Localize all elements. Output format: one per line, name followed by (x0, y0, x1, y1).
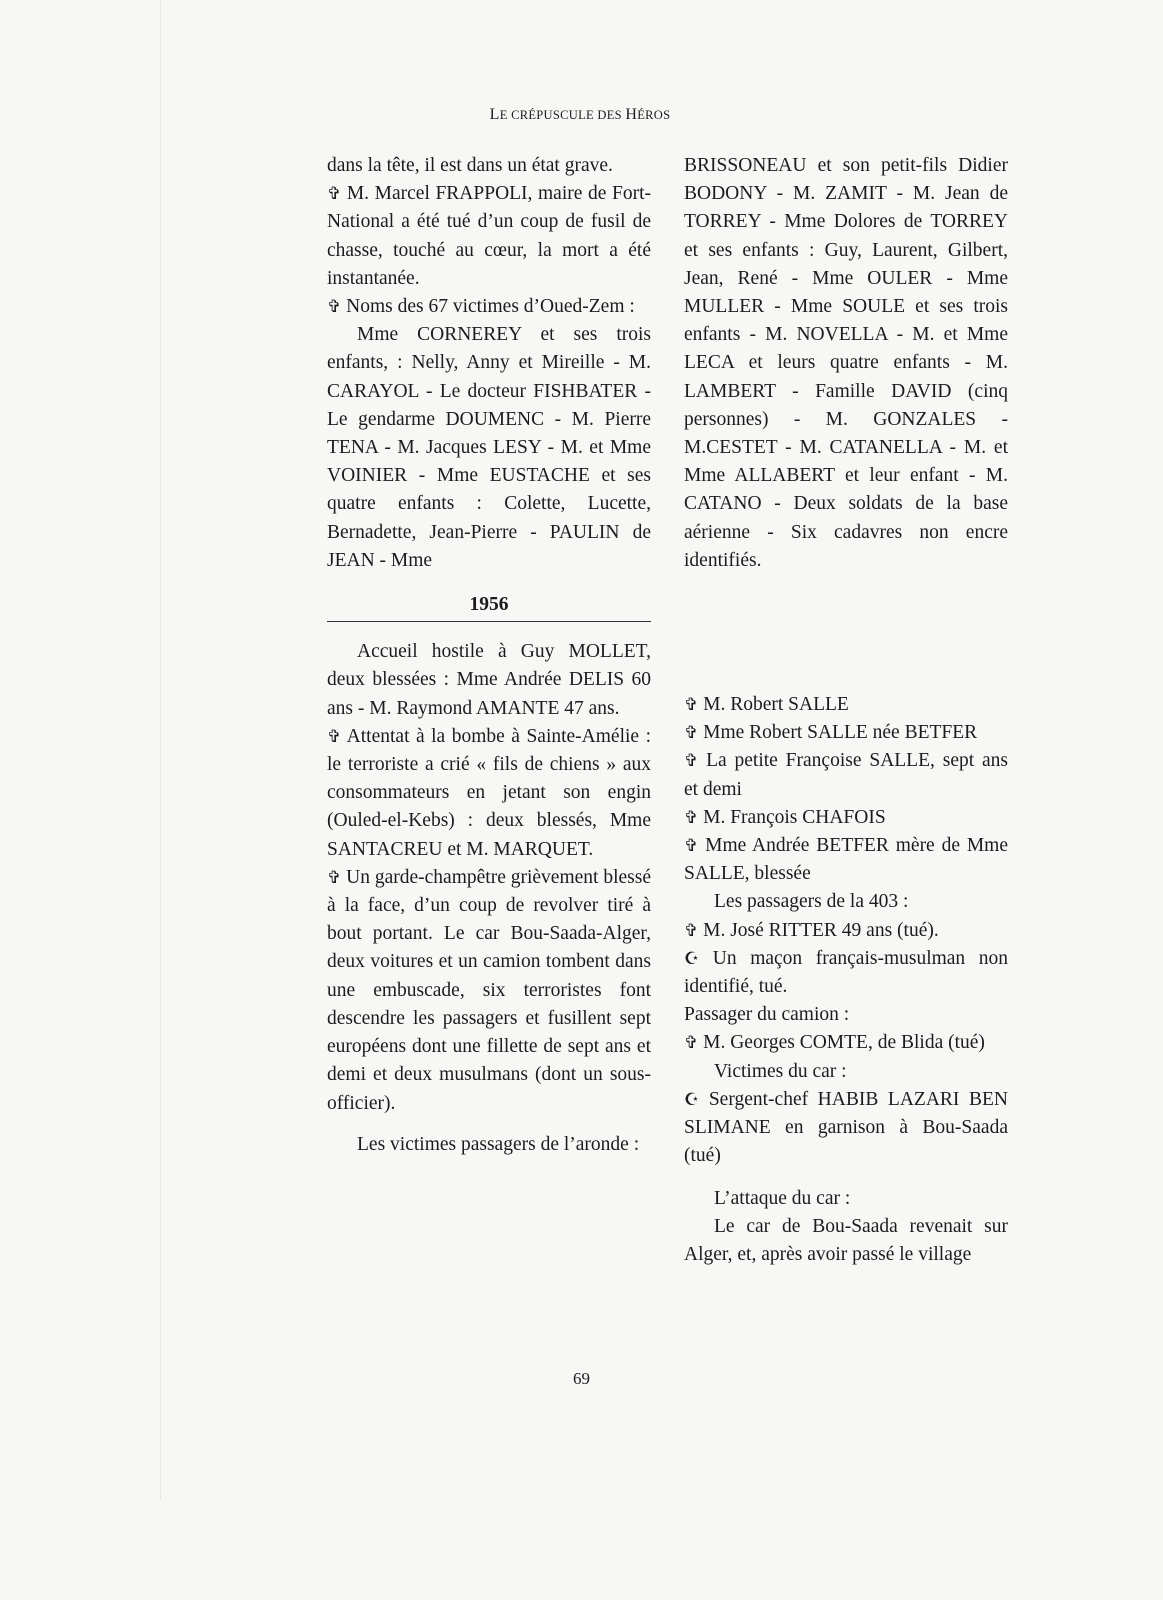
paragraph (684, 1086, 1008, 1171)
left-column (327, 152, 651, 1159)
right-column (684, 152, 1008, 1269)
header-text: H (625, 106, 638, 123)
paragraph-text: Un garde-champêtre grièvement blessé à la face, d’un coup de revolver tiré à bout portant. Le car Bou-Saada-Alger, deux voitures et un camion tombent dans une embuscade, six terroristes font descendre les passagers et fusillent sept européens dont une fillette de sept ans et demi et deux musulmans (dont un sous-officier). (327, 866, 651, 1114)
paragraph-text: Noms des 67 victimes d’Oued-Zem : (341, 296, 635, 318)
cross-icon: ✞ (684, 836, 699, 856)
paragraph (327, 293, 651, 321)
cross-icon: ✞ (684, 920, 699, 940)
paragraph: BRISSONEAU et son petit-fils Didier BODONY - M. ZAMIT - M. Jean de TORREY - Mme Dolores de TORREY et ses enfants : Guy, Laurent, Gilbert, Jean, René - Mme OULER - Mme MULLER - Mme SOULE et ses trois enfants - M. NOVELLA - M. et Mme LECA et leurs quatre enfants - M. LAMBERT - Famille DAVID (cinq personnes) - M. GONZALES - M.CESTET - M. CATANELLA - M. et Mme ALLABERT et leur enfant - M. CATANO - Deux soldats de la base aérienne - Six cadavres non encre identifiés. (684, 155, 1008, 571)
paragraph: L’attaque du car : (714, 1187, 851, 1209)
header-text: ÉROS (637, 108, 671, 122)
paragraph-text: M. François CHAFOIS (698, 806, 886, 828)
paragraph: Les victimes passagers de l’aronde : (357, 1133, 640, 1155)
header-text: L (489, 106, 500, 123)
paragraph (684, 945, 1008, 1001)
page-number: 69 (573, 1369, 590, 1388)
paragraph: Les passagers de la 403 : (714, 891, 909, 913)
cross-icon: ✞ (684, 751, 699, 771)
cross-icon: ✞ (684, 1033, 699, 1053)
cross-icon: ✞ (327, 726, 342, 746)
paragraph-text: La petite Françoise SALLE, sept ans et demi (684, 750, 1008, 800)
scan-edge-line (160, 0, 161, 1500)
header-text: E CRÉPUSCULE DES (499, 108, 626, 122)
paragraph-text: Sergent-chef HABIB LAZARI BEN SLIMANE en garnison à Bou-Saada (tué) (684, 1088, 1008, 1167)
paragraph (327, 180, 651, 293)
paragraph-text: M. Marcel FRAPPOLI, maire de Fort-National a été tué d’un coup de fusil de chasse, touché au cœur, la mort a été instantanée. (327, 183, 651, 289)
cross-icon: ✞ (327, 867, 342, 887)
crescent-icon: ☪ (684, 948, 700, 968)
paragraph (327, 864, 651, 1118)
paragraph (684, 719, 1008, 747)
paragraph (684, 917, 1008, 945)
paragraph: Mme CORNEREY et ses trois enfants, : Nelly, Anny et Mireille - M. CARAYOL - Le docteur FISHBATER - Le gendarme DOUMENC - M. Pierre TENA - M. Jacques LESY - M. et Mme VOINIER - Mme EUSTACHE et ses quatre enfants : Colette, Lucette, Bernadette, Jean-Pierre - PAULIN de JEAN - Mme (327, 324, 651, 571)
paragraph (684, 832, 1008, 888)
paragraph (684, 804, 1008, 832)
paragraph-text: M. Robert SALLE (698, 694, 849, 716)
paragraph: Accueil hostile à Guy MOLLET, deux blessées : Mme Andrée DELIS 60 ans - M. Raymond AMANTE 47 ans. (327, 641, 651, 719)
cross-icon: ✞ (327, 184, 342, 204)
paragraph (684, 747, 1008, 803)
paragraph-text: Mme Andrée BETFER mère de Mme SALLE, blessée (684, 835, 1008, 885)
paragraph-text: M. José RITTER 49 ans (tué). (698, 919, 939, 941)
paragraph: Le car de Bou-Saada revenait sur Alger, et, après avoir passé le village (684, 1215, 1008, 1265)
cross-icon: ✞ (684, 807, 699, 827)
cross-icon: ✞ (684, 723, 699, 743)
paragraph: dans la tête, il est dans un état grave. (327, 155, 613, 176)
year-heading: 1956 (469, 594, 509, 616)
paragraph-text: Mme Robert SALLE née BETFER (698, 722, 978, 744)
paragraph (327, 723, 651, 864)
cross-icon: ✞ (684, 695, 699, 715)
paragraph (684, 1029, 1008, 1057)
running-header (330, 106, 830, 124)
cross-icon: ✞ (327, 297, 342, 317)
divider (327, 621, 651, 622)
paragraph: Passager du camion : (684, 1004, 850, 1026)
paragraph-text: M. Georges COMTE, de Blida (tué) (698, 1032, 985, 1054)
paragraph: Victimes du car : (714, 1060, 847, 1082)
paragraph-text: Attentat à la bombe à Sainte-Amélie : le terroriste a crié « fils de chiens » aux consommateurs en jetant son engin (Ouled-el-Kebs) : deux blessés, Mme SANTACREU et M. MARQUET. (327, 725, 651, 860)
paragraph (684, 691, 1008, 719)
paragraph-text: Un maçon français-musulman non identifié, tué. (684, 947, 1008, 998)
crescent-icon: ☪ (684, 1089, 700, 1109)
year-heading-block (327, 591, 651, 622)
